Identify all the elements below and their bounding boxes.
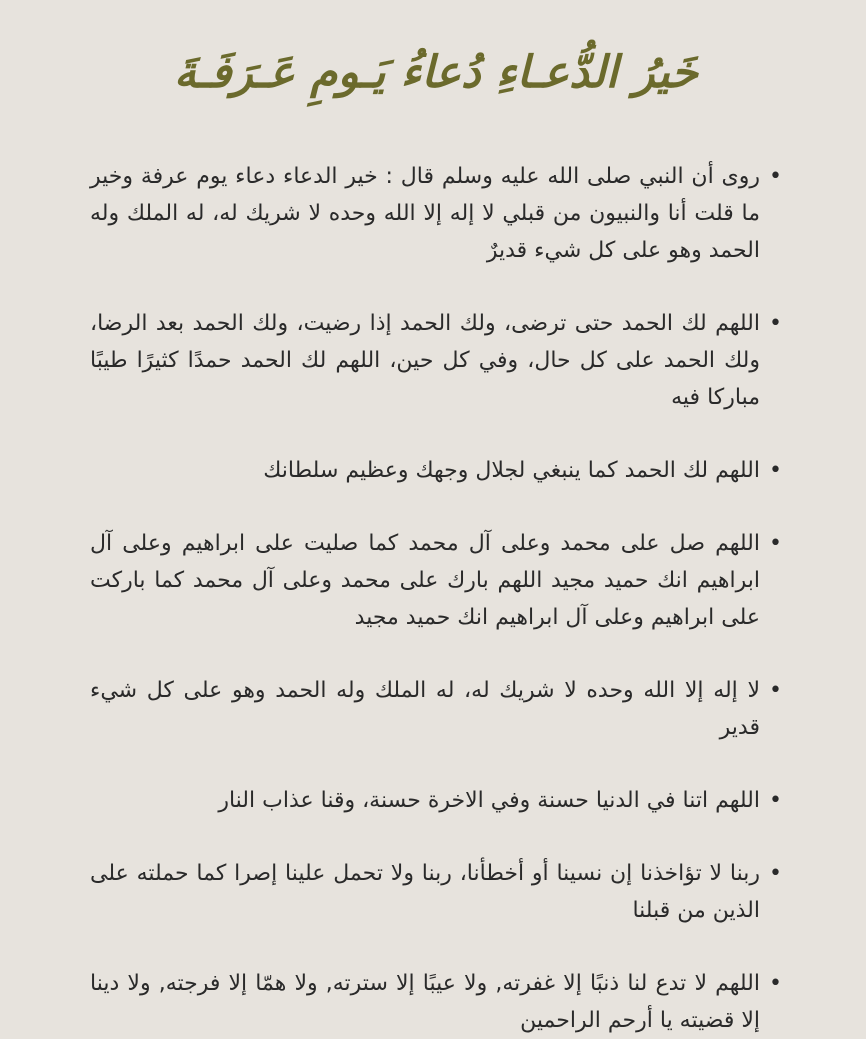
dua-text: اللهم لك الحمد حتى ترضى، ولك الحمد إذا رضيت، ولك الحمد بعد الرضا، ولك الحمد على كل حال، وفي كل حين، اللهم لك الحمد حمدًا كثيرًا طيبًا مباركا فيه — [90, 311, 760, 410]
list-item — [90, 158, 782, 269]
dua-text: ربنا لا تؤاخذنا إن نسينا أو أخطأنا، ربنا ولا تحمل علينا إصرا كما حملته على الذين من قبلنا — [90, 861, 760, 923]
dua-text: اللهم لا تدع لنا ذنبًا إلا غفرته, ولا عيبًا إلا سترته, ولا همّا إلا فرجته, ولا دينا إلا قضيته يا أرحم الراحمين — [90, 971, 760, 1033]
bullet-icon: • — [769, 531, 782, 556]
list-item — [90, 525, 782, 636]
dua-text: اللهم لك الحمد كما ينبغي لجلال وجهك وعظيم سلطانك — [263, 458, 760, 483]
bullet-icon: • — [769, 311, 782, 336]
list-item — [90, 855, 782, 929]
dua-text: اللهم صل على محمد وعلى آل محمد كما صليت على ابراهيم وعلى آل ابراهيم انك حميد مجيد اللهم بارك على محمد وعلى آل محمد كما باركت على ابراهيم وعلى آل ابراهيم انك حميد مجيد — [90, 531, 760, 630]
list-item — [90, 782, 782, 819]
bullet-icon: • — [769, 678, 782, 703]
page-title: خَيرُ الدُّعـاءِ دُعاءُ يَـومِ عَـرَفَـةَ — [174, 47, 698, 98]
bullet-icon: • — [769, 861, 782, 886]
bullet-icon: • — [769, 788, 782, 813]
list-item — [90, 672, 782, 746]
dua-text: اللهم اتنا في الدنيا حسنة وفي الاخرة حسنة، وقنا عذاب النار — [218, 788, 760, 813]
bullet-icon: • — [769, 971, 782, 996]
list-item — [90, 965, 782, 1039]
dua-text: روى أن النبي صلى الله عليه وسلم قال : خير الدعاء دعاء يوم عرفة وخير ما قلت أنا والنبيون من قبلي لا إله إلا الله وحده لا شريك له، له الملك وله الحمد وهو على كل شيء قديرٌ — [90, 164, 760, 263]
bullet-icon: • — [769, 164, 782, 189]
bullet-icon: • — [769, 458, 782, 483]
list-item — [90, 452, 782, 489]
dua-text: لا إله إلا الله وحده لا شريك له، له الملك وله الحمد وهو على كل شيء قدير — [90, 678, 760, 740]
list-item — [90, 305, 782, 416]
dua-list — [90, 158, 782, 1039]
